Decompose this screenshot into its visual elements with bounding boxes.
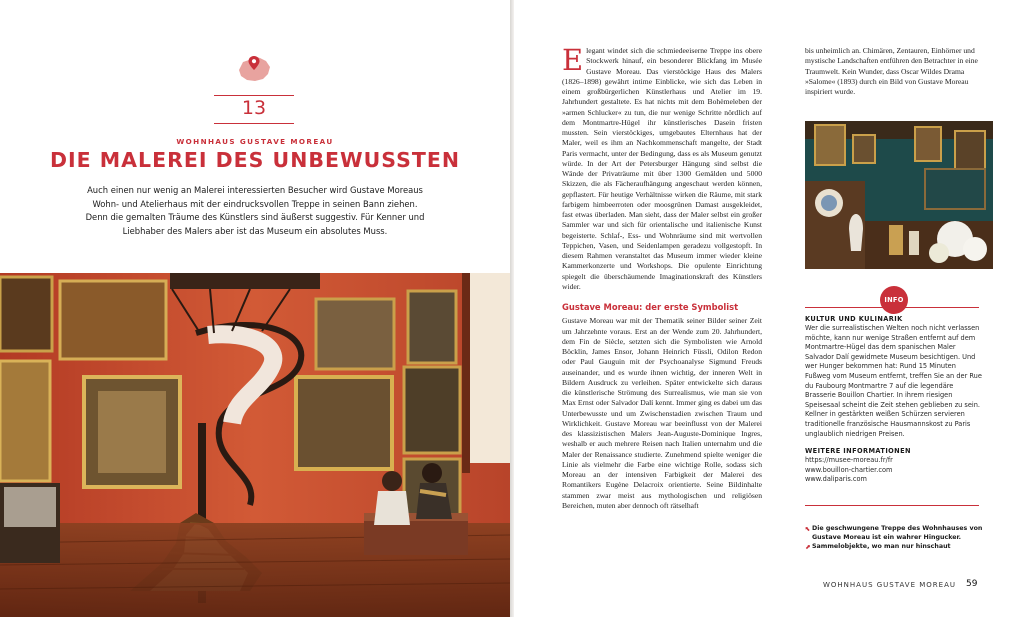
drop-cap: E — [562, 43, 584, 77]
section-subhead: Gustave Moreau: der erste Symbolist — [562, 302, 739, 312]
footer-title: WOHNHAUS GUSTAVE MOREAU — [822, 581, 956, 589]
info-links — [805, 456, 983, 485]
left-page — [0, 0, 510, 617]
chapter-number: 13 — [241, 97, 267, 119]
body-paragraph-1: legant windet sich die schmiedeeiserne Treppe ins obere Stockwerk hinauf, ein besonderer Blickfang im Musée Gustave Moreau. Das vierstöckige Haus des Malers (1826–1898) gewährt intime Einblicke, wie sich das Leben in einem großbürgerlichen Künstlerhaus und Atelier im 19. Jahrhundert gestaltete. Es hat nichts mit dem Bohèmeleben der »armen Schlucker« zu tun, die nur wenige Schritte nördlich auf dem Montmartre-Hügel ihr künstlerisches Dasein fristen mussten. Sein vierstöckiges, umgebautes Elternhaus hat der Maler, weil es ihm an Nachkommenschaft mangelte, der Stadt Paris vermacht, unter der Bedingung, dass es als Museum genutzt würde. In der Art der Petersburger Hängung sind selbst die Wände der Privaträume mit über 1300 Gemälden und 5000 Skizzen, die als Fächeraufhängung angeschaut werden können, gepflastert. Für heutige Verhältnisse wirken die Räume, mit stark farbigem himbeerroten oder moosgrünen Damast ausgekleidet, fast etwas überladen. Man sieht, dass der Maler selbst ein großer Sammler war und sich für orientalische und italienische Kunst begeisterte. Schlaf-, Ess- und Wohnräume sind mit wertvollen Teppichen, Vasen, und Seidenlampen geradezu vollgestopft. In diesem Rahmen veranstaltet das Museum immer wieder kleine Kammerkonzerte und Workshops. Die opulente Einrichtung spiegelt die überschäumende Imaginationskraft des Künstlers wider. — [562, 46, 762, 291]
body-column-2: bis unheimlich an. Chimären, Zentauren, Einhörner und mystische Landschaften entführen den Betrachter in eine Traumwelt. Kein Wunder, dass Oscar Wildes Drama »Salome« (1893) durch ein Bild von Gustave Moreau inspiriert wurde. — [805, 46, 978, 96]
lead-paragraph: Auch einen nur wenig an Malerei interessierten Besucher wird Gustave Moreaus Wohn- und Atelierhaus mit der eindrucksvollen Treppe in seinen Bann ziehen. Denn die gemalten Träume des Künstlers sind äußerst suggestiv. Für Kenner und Liebhaber des Malers aber ist das Museum ein absolutes Muss. — [85, 185, 425, 236]
collection-room-photo — [805, 121, 993, 269]
info-rule-bottom — [805, 505, 979, 506]
info-box — [805, 315, 983, 485]
caption-collection — [805, 543, 985, 552]
info-badge: INFO — [880, 286, 908, 314]
map-district-pin-icon — [233, 50, 275, 86]
number-rule-top — [214, 95, 294, 96]
link-bouillon-chartier[interactable]: www.bouillon-chartier.com — [805, 465, 893, 474]
arrow-up-left-icon: ⬉ — [805, 525, 811, 533]
info-title: KULTUR UND KULINARIK — [805, 315, 903, 323]
right-page — [514, 0, 1024, 617]
caption-text: Die geschwungene Treppe des Wohnhauses von Gustave Moreau ist ein wahrer Hingucker. — [812, 525, 983, 541]
caption-staircase — [805, 525, 985, 543]
caption-text: Sammelobjekte, wo man nur hinschaut — [812, 542, 951, 550]
headline: DIE MALEREI DES UNBEWUSSTEN — [49, 148, 461, 172]
photo-captions — [805, 525, 985, 552]
arrow-up-right-icon: ⬈ — [805, 542, 811, 551]
kicker: WOHNHAUS GUSTAVE MOREAU — [176, 137, 334, 146]
link-daliparis[interactable]: www.daliparis.com — [805, 475, 867, 484]
info-text: Wer die surrealistischen Welten noch nicht verlassen möchte, kann nur wenige Straßen entfernt auf dem Montmartre-Hügel das dem spanischen Maler Salvador Dalí gewidmete Museum besichtigen. Und wer Hunger bekommen hat: Rund 15 Minuten Fußweg vom Museum entfernt, treffen Sie an der Rue du Faubourg Montmartre 7 auf die legendäre Brasserie Bouillon Chartier. In ihrem riesigen Speisesaal scheint die Zeit stehen geblieben zu sein. Kellner in gestärkten weißen Schürzen servieren traditionelle französische Hausmannskost zu Paris unglaublich niedrigen Preisen. — [805, 324, 982, 438]
page-number: 59 — [966, 579, 978, 589]
body-paragraph-2: Gustave Moreau war mit der Thematik seiner Bilder seiner Zeit um Jahrzehnte voraus. Erst an der Wende zum 20. Jahrhundert, dem Fin de Siècle, setzten sich die Symbolisten wie Arnold Böcklin, James Ensor, Johann Heinrich Füssli, Odilon Redon oder Paul Gauguin mit der Psychoanalyse Sigmund Freuds auseinander, und es wurde ihnen wichtig, der inneren Welt in Bildern Ausdruck zu verleihen. Später entwickelte sich daraus die künstlerische Strömung des Surrealismus, wie man sie von Max Ernst oder Salvador Dalí kennt. Immer ging es dabei um das Unterbewusste und um Zwischenstadien zwischen Traum und Wirklichkeit. Gustave Moreau war beeinflusst von der Malerei des klassizistischen Malers Jean-Auguste-Dominique Ingres, weshalb er auch mehrere Reisen nach Italien unternahm und die Maler der Renaissance studierte. Zunehmend spielte weniger die Linie als vielmehr die Farbe eine wichtige Rolle, sodass sich Moreau an der intensiven Farbigkeit der Malerei des Romantikers Eugène Delacroix orientierte. Seine Bildinhalte stammen zwar meist aus mythologischen und religiösen Bereichen, muten aber dennoch oft rätselhaft — [562, 316, 762, 510]
running-footer — [514, 581, 984, 589]
link-musee-moreau[interactable]: https://musee-moreau.fr/fr — [805, 456, 893, 465]
more-info-title: WEITERE INFORMATIONEN — [805, 447, 911, 456]
body-column-1 — [562, 43, 762, 511]
number-rule-bottom — [214, 123, 294, 124]
staircase-photo — [0, 273, 510, 617]
